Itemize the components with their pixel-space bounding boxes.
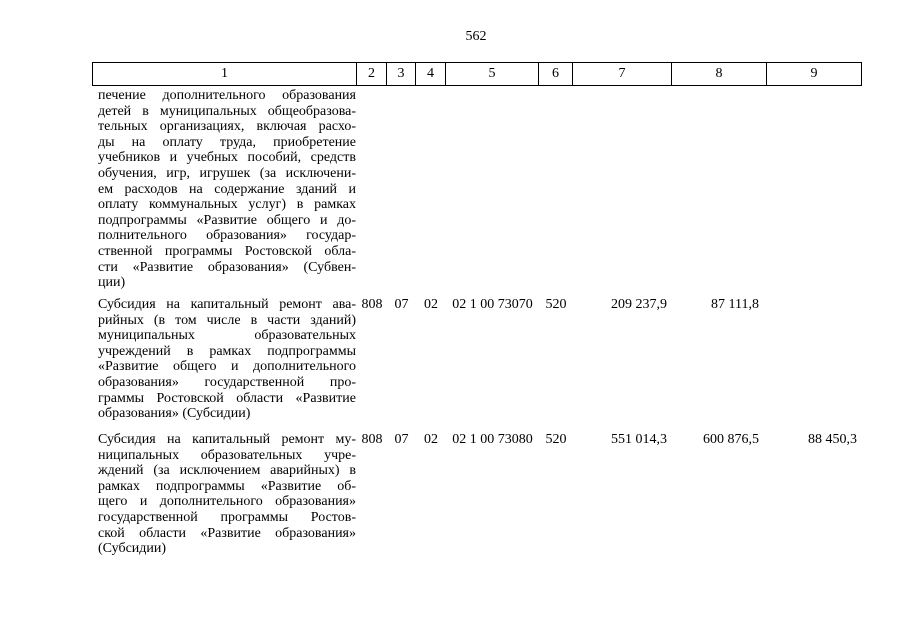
description-line: ственной программы Ростовской обла- <box>98 243 356 259</box>
header-cell-6: 6 <box>539 62 573 86</box>
cell-col-2: 808 <box>361 432 383 447</box>
description-line: ской области «Развитие образования» <box>98 525 356 541</box>
description-line: ниципальных образовательных учре- <box>98 447 356 463</box>
empty-cell <box>672 88 767 291</box>
cell-col-8: 87 111,8 <box>711 297 759 312</box>
table-row <box>92 432 862 557</box>
cell-col-2: 808 <box>361 297 383 312</box>
cell-col-6: 520 <box>545 432 567 447</box>
cell-col-5: 02 1 00 73080 <box>452 432 533 447</box>
description-line: государственной программы Ростов- <box>98 509 356 525</box>
table-header-row <box>92 62 862 86</box>
cell-col-4: 02 <box>424 297 438 312</box>
cell-col-8: 600 876,5 <box>703 432 759 447</box>
description-line: образования» (Субсидии) <box>98 406 251 422</box>
cell-col-3: 07 <box>394 432 409 447</box>
row-description <box>92 88 357 291</box>
description-line: образования» государственной про- <box>98 374 356 390</box>
description-line: оплату коммунальных услуг) в рамках <box>98 197 356 213</box>
description-line: сти «Развитие образования» (Субвен- <box>98 259 356 275</box>
row-description <box>92 297 357 422</box>
header-cell-3: 3 <box>387 62 416 86</box>
cell-col-7: 209 237,9 <box>611 297 667 312</box>
description-line: детей в муниципальных общеобразова- <box>98 103 356 119</box>
description-line: ждений (за исключением аварийных) в <box>98 463 356 479</box>
description-line: рийных (в том числе в части зданий) <box>98 312 356 328</box>
description-line: обучения, игр, игрушек (за исключени- <box>98 165 356 181</box>
description-line: Субсидия на капитальный ремонт му- <box>98 432 356 447</box>
row-description <box>92 432 357 557</box>
description-line: муниципальных образовательных <box>98 328 356 344</box>
cell-col-5: 02 1 00 73070 <box>452 297 533 312</box>
empty-cell <box>416 88 446 291</box>
header-cell-5: 5 <box>446 62 539 86</box>
page-number: 562 <box>465 29 487 44</box>
description-line: рамках подпрограммы «Развитие об- <box>98 478 356 494</box>
description-line: «Развитие общего и дополнительного <box>98 359 356 375</box>
header-cell-1: 1 <box>92 62 357 86</box>
header-cell-4: 4 <box>416 62 446 86</box>
header-cell-2: 2 <box>357 62 387 86</box>
description-line: (Субсидии) <box>98 541 167 557</box>
cell-col-4: 02 <box>424 432 438 447</box>
description-line: подпрограммы «Развитие общего и до- <box>98 212 356 228</box>
table-row <box>92 88 862 291</box>
description-line: ды на оплату труда, приобретение <box>98 134 356 150</box>
empty-cell <box>767 88 862 291</box>
description-line: тельных организациях, включая расхо- <box>98 119 356 135</box>
cell-col-3: 07 <box>394 297 409 312</box>
empty-cell <box>573 88 672 291</box>
description-line: Субсидия на капитальный ремонт ава- <box>98 297 356 312</box>
header-cell-9: 9 <box>767 62 862 86</box>
header-cell-8: 8 <box>672 62 767 86</box>
description-line: учебников и учебных пособий, средств <box>98 150 356 166</box>
empty-cell <box>446 88 539 291</box>
header-cell-7: 7 <box>573 62 672 86</box>
description-line: граммы Ростовской области «Развитие <box>98 390 356 406</box>
empty-cell <box>767 297 862 422</box>
description-line: полнительного образования» государ- <box>98 228 356 244</box>
description-line: учреждений в рамках подпрограммы <box>98 343 356 359</box>
description-line: щего и дополнительного образования» <box>98 494 356 510</box>
description-line: ции) <box>98 275 126 291</box>
description-line: ем расходов на содержание зданий и <box>98 181 356 197</box>
description-line: печение дополнительного образования <box>98 88 356 103</box>
empty-cell <box>539 88 573 291</box>
empty-cell <box>357 88 387 291</box>
cell-col-7: 551 014,3 <box>611 432 667 447</box>
cell-col-9: 88 450,3 <box>808 432 857 447</box>
cell-col-6: 520 <box>545 297 567 312</box>
table-row <box>92 297 862 422</box>
empty-cell <box>387 88 416 291</box>
